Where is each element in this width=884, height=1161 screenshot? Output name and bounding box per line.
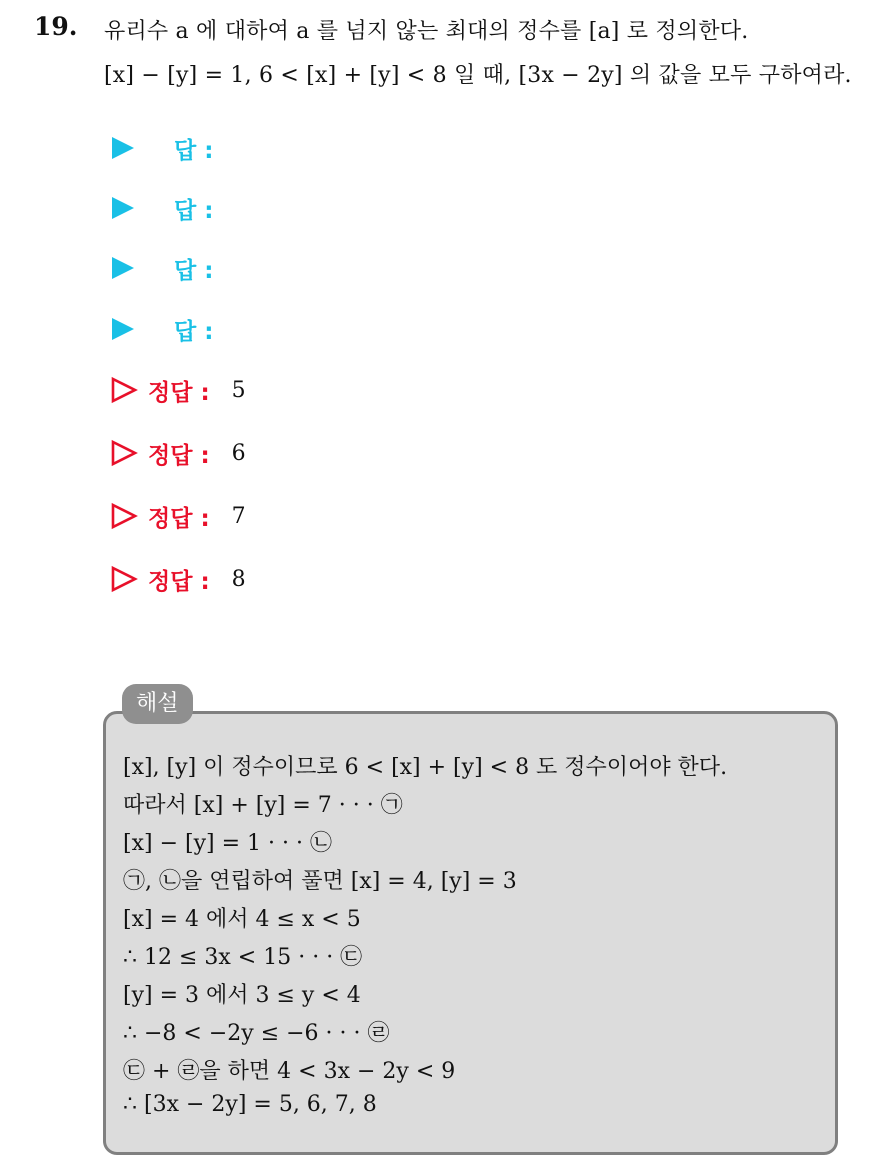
answer-row-2 (110, 192, 213, 224)
answer-row-1 (110, 132, 213, 164)
play-triangle-icon (112, 257, 134, 279)
correct-answer-value: 8 (231, 566, 246, 592)
question-number: 19. (34, 12, 78, 41)
solution-line-3: [x] − [y] = 1 · · · ㉡ (123, 831, 332, 856)
answer-label: 답 : (174, 257, 214, 284)
question-text-line-2: [x] − [y] = 1, 6 < [x] + [y] < 8 일 때, [3x − 2y] 의 값을 모두 구하여라. (104, 63, 852, 88)
outline-triangle-icon (110, 439, 138, 467)
correct-answer-label: 정답 : (148, 505, 210, 532)
correct-answer-label: 정답 : (148, 442, 210, 469)
outline-triangle-icon (110, 502, 138, 530)
correct-answer-row-1 (110, 374, 246, 406)
answer-label: 답 : (174, 318, 214, 345)
answer-row-4 (110, 313, 213, 345)
play-triangle-icon (112, 137, 134, 159)
outline-triangle-icon (110, 376, 138, 404)
correct-answer-value: 5 (231, 377, 246, 403)
question-text-line-1: 유리수 a 에 대하여 a 를 넘지 않는 최대의 정수를 [a] 로 정의한다. (104, 19, 749, 44)
solution-line-10: ∴ [3x − 2y] = 5, 6, 7, 8 (123, 1092, 377, 1117)
solution-line-4: ㉠, ㉡을 연립하여 풀면 [x] = 4, [y] = 3 (123, 869, 517, 894)
correct-answer-label: 정답 : (148, 568, 210, 595)
solution-tag: 해설 (122, 684, 193, 724)
solution-line-9: ㉢ + ㉣을 하면 4 < 3x − 2y < 9 (123, 1059, 456, 1084)
correct-answer-row-4 (110, 563, 246, 595)
answer-label: 답 : (174, 137, 214, 164)
correct-answer-row-2 (110, 437, 246, 469)
correct-answer-row-3 (110, 500, 246, 532)
correct-answer-label: 정답 : (148, 379, 210, 406)
play-triangle-icon (112, 197, 134, 219)
play-triangle-icon (112, 318, 134, 340)
solution-line-1: [x], [y] 이 정수이므로 6 < [x] + [y] < 8 도 정수이어야 한다. (123, 755, 728, 780)
solution-line-2: 따라서 [x] + [y] = 7 · · · ㉠ (123, 793, 403, 818)
solution-line-7: [y] = 3 에서 3 ≤ y < 4 (123, 983, 361, 1008)
solution-line-5: [x] = 4 에서 4 ≤ x < 5 (123, 907, 361, 932)
solution-line-6: ∴ 12 ≤ 3x < 15 · · · ㉢ (123, 945, 363, 970)
solution-line-8: ∴ −8 < −2y ≤ −6 · · · ㉣ (123, 1021, 390, 1046)
correct-answer-value: 7 (231, 503, 246, 529)
correct-answer-value: 6 (231, 440, 246, 466)
answer-row-3 (110, 252, 213, 284)
answer-label: 답 : (174, 197, 214, 224)
outline-triangle-icon (110, 565, 138, 593)
